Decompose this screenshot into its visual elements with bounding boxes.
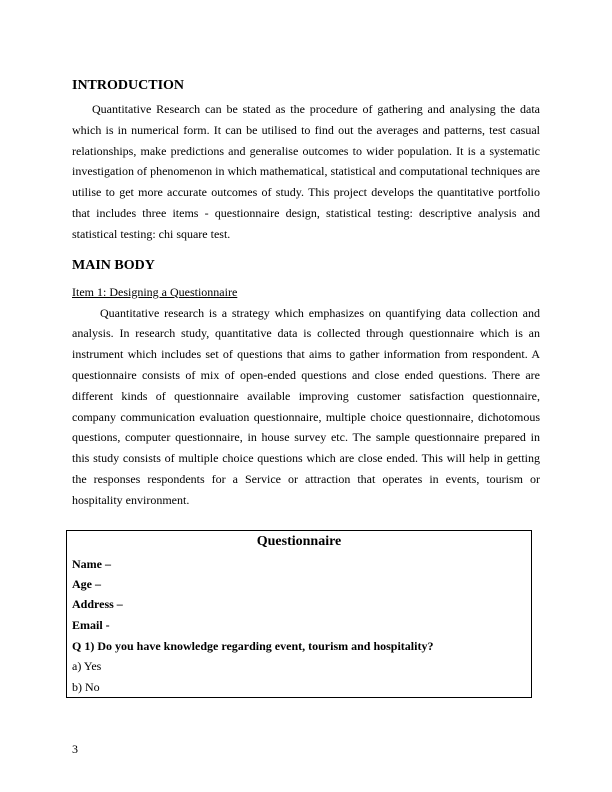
age-label: Age – <box>72 577 101 591</box>
main-body-heading: MAIN BODY <box>72 257 155 273</box>
option-a: a) Yes <box>72 659 102 673</box>
item-1-heading: Item 1: Designing a Questionnaire <box>72 284 238 299</box>
question-1: Q 1) Do you have knowledge regarding event, tourism and hospitality? <box>72 639 434 653</box>
page-number: 3 <box>72 742 78 756</box>
name-label: Name – <box>72 557 111 571</box>
main-body-paragraph: Quantitative research is a strategy which emphasizes on quantifying data collection and analysis. In research study, quantitative data is collected through questionnaire which is an instrument which includes set of questions that aims to gather information from respondent. A questionnaire consists of mix of open-ended questions and close ended questions. There are different kinds of questionnaire available improving customer satisfaction questionnaire, company communication evaluation questionnaire, multiple choice questionnaire, dichotomous questions, computer questionnaire, in house survey etc. The sample questionnaire prepared in this study consists of multiple choice questions which are close ended. This will help in getting the responses respondents for a Service or attraction that operates in events, tourism or hospitality environment. <box>72 305 540 507</box>
address-label: Address – <box>72 597 123 611</box>
introduction-paragraph: Quantitative Research can be stated as the procedure of gathering and analysing the data which is in numerical form. It can be utilised to find out the averages and patterns, test casual relationships, make predictions and generalise outcomes to wider population. It is a systematic investigation of phenomenon in which mathematical, statistical and computational techniques are utilise to get more accurate outcomes of study. This project develops the quantitative portfolio that includes three items - questionnaire design, statistical testing: descriptive analysis and statistical testing: chi square test. <box>72 102 540 241</box>
questionnaire-box <box>66 530 532 698</box>
option-b: b) No <box>72 680 100 694</box>
introduction-heading: INTRODUCTION <box>72 78 185 93</box>
email-label: Email - <box>72 618 110 632</box>
questionnaire-title: Questionnaire <box>256 534 342 549</box>
page-content <box>72 77 540 511</box>
